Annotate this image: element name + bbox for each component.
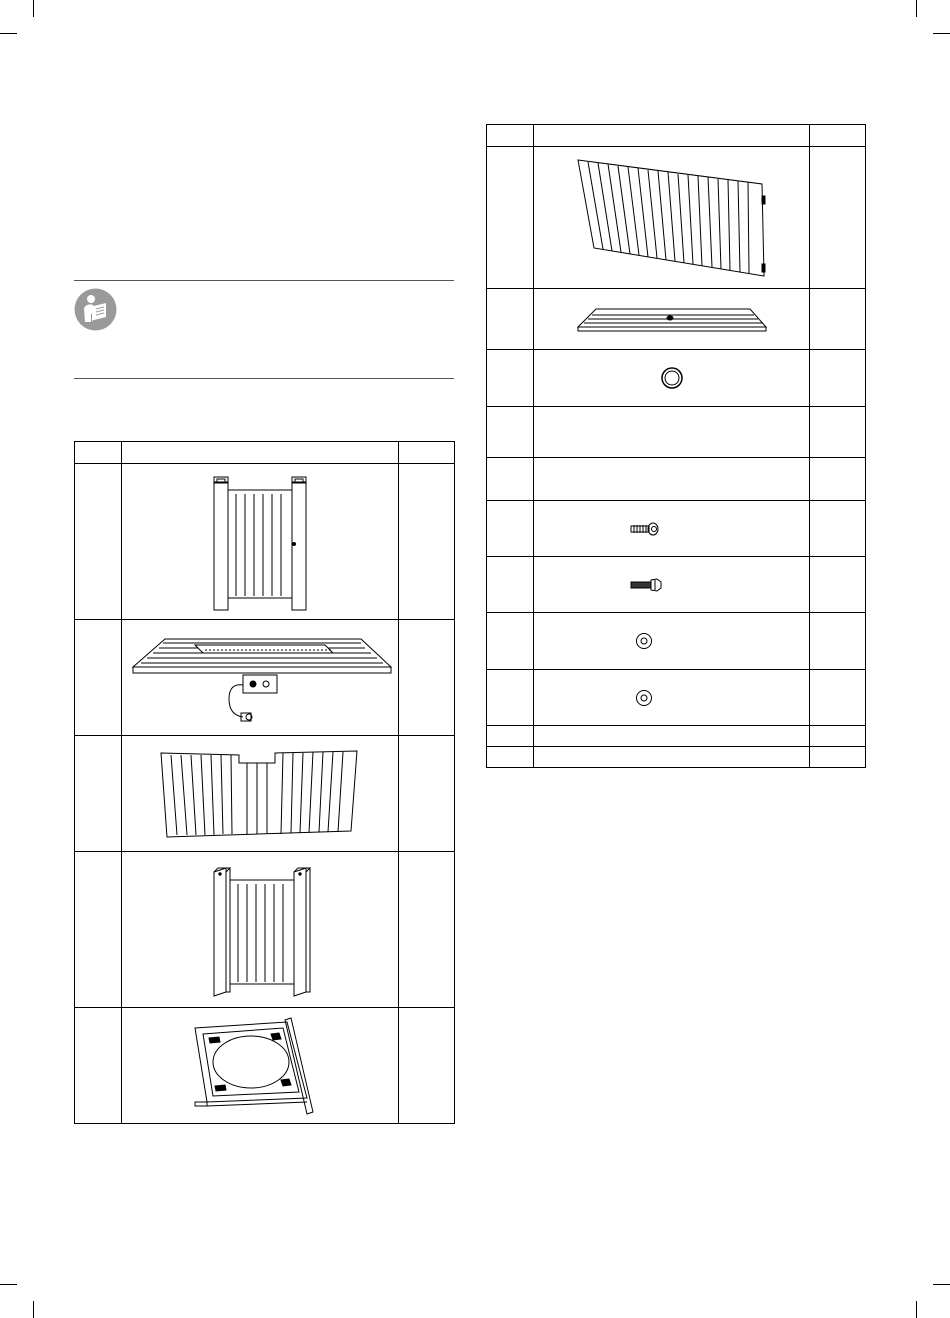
table-row bbox=[75, 1008, 455, 1124]
part-illustration bbox=[122, 1008, 399, 1124]
large-slatted-panel-icon bbox=[572, 156, 772, 280]
part-illustration bbox=[534, 501, 810, 557]
part-number bbox=[75, 852, 122, 1008]
table-row bbox=[487, 289, 866, 350]
part-quantity bbox=[810, 726, 866, 747]
crop-mark bbox=[0, 33, 17, 34]
crop-mark bbox=[933, 1284, 950, 1285]
table-row bbox=[75, 852, 455, 1008]
lid-board-icon bbox=[574, 301, 770, 337]
ring-icon bbox=[660, 366, 684, 390]
part-illustration bbox=[122, 736, 399, 852]
burner-table-top-icon bbox=[125, 623, 395, 733]
table-row bbox=[487, 613, 866, 670]
divider-bottom bbox=[74, 378, 454, 379]
crop-mark bbox=[33, 1301, 34, 1318]
part-illustration bbox=[122, 464, 399, 620]
screw-icon bbox=[629, 521, 663, 537]
part-illustration bbox=[122, 620, 399, 736]
part-number bbox=[487, 670, 534, 726]
part-illustration bbox=[534, 147, 810, 289]
side-panel-with-posts-icon bbox=[190, 860, 330, 1000]
table-header-row bbox=[75, 442, 455, 464]
panel-with-posts-icon bbox=[190, 472, 330, 612]
divider-top bbox=[74, 280, 454, 281]
header-part-number bbox=[75, 442, 122, 464]
part-illustration bbox=[122, 852, 399, 1008]
part-number bbox=[487, 407, 534, 458]
part-number bbox=[487, 613, 534, 670]
part-quantity bbox=[810, 501, 866, 557]
part-number bbox=[487, 726, 534, 747]
table-row bbox=[75, 464, 455, 620]
part-illustration bbox=[534, 557, 810, 613]
header-quantity bbox=[399, 442, 455, 464]
parts-table-right bbox=[486, 124, 866, 768]
part-quantity bbox=[810, 670, 866, 726]
part-number bbox=[75, 620, 122, 736]
part-number bbox=[75, 464, 122, 620]
part-quantity bbox=[399, 736, 455, 852]
part-number bbox=[487, 350, 534, 407]
parts-table-left bbox=[74, 441, 455, 1124]
part-number bbox=[487, 147, 534, 289]
part-quantity bbox=[810, 747, 866, 768]
table-header-row bbox=[487, 125, 866, 147]
part-quantity bbox=[399, 852, 455, 1008]
header-part-number bbox=[487, 125, 534, 147]
table-row bbox=[487, 147, 866, 289]
crop-mark bbox=[33, 0, 34, 17]
part-illustration bbox=[534, 747, 810, 768]
part-number bbox=[75, 736, 122, 852]
table-row bbox=[75, 620, 455, 736]
part-quantity bbox=[810, 458, 866, 501]
base-frame-icon bbox=[185, 1016, 335, 1116]
crop-mark bbox=[933, 33, 950, 34]
table-row bbox=[487, 501, 866, 557]
table-row bbox=[75, 736, 455, 852]
part-illustration bbox=[534, 289, 810, 350]
part-illustration bbox=[534, 350, 810, 407]
part-number bbox=[487, 289, 534, 350]
part-quantity bbox=[399, 1008, 455, 1124]
table-row bbox=[487, 458, 866, 501]
part-illustration bbox=[534, 407, 810, 458]
part-number bbox=[487, 458, 534, 501]
part-number bbox=[75, 1008, 122, 1124]
washer-icon bbox=[635, 632, 653, 650]
table-row bbox=[487, 407, 866, 458]
part-quantity bbox=[810, 350, 866, 407]
part-illustration bbox=[534, 726, 810, 747]
crop-mark bbox=[916, 1301, 917, 1318]
part-quantity bbox=[810, 147, 866, 289]
part-quantity bbox=[810, 289, 866, 350]
read-manual-icon bbox=[74, 288, 117, 331]
part-quantity bbox=[399, 464, 455, 620]
table-row bbox=[487, 350, 866, 407]
crop-mark bbox=[0, 1284, 17, 1285]
bolt-icon bbox=[629, 577, 663, 593]
part-number bbox=[487, 501, 534, 557]
table-row bbox=[487, 670, 866, 726]
part-quantity bbox=[810, 557, 866, 613]
part-quantity bbox=[399, 620, 455, 736]
part-illustration bbox=[534, 458, 810, 501]
table-row bbox=[487, 747, 866, 768]
part-quantity bbox=[810, 407, 866, 458]
washer-icon bbox=[635, 689, 653, 707]
part-illustration bbox=[534, 613, 810, 670]
table-row bbox=[487, 557, 866, 613]
header-description bbox=[534, 125, 810, 147]
header-description bbox=[122, 442, 399, 464]
part-number bbox=[487, 557, 534, 613]
part-illustration bbox=[534, 670, 810, 726]
table-row bbox=[487, 726, 866, 747]
panel-with-cutout-icon bbox=[155, 747, 365, 841]
part-quantity bbox=[810, 613, 866, 670]
header-quantity bbox=[810, 125, 866, 147]
part-number bbox=[487, 747, 534, 768]
crop-mark bbox=[916, 0, 917, 17]
